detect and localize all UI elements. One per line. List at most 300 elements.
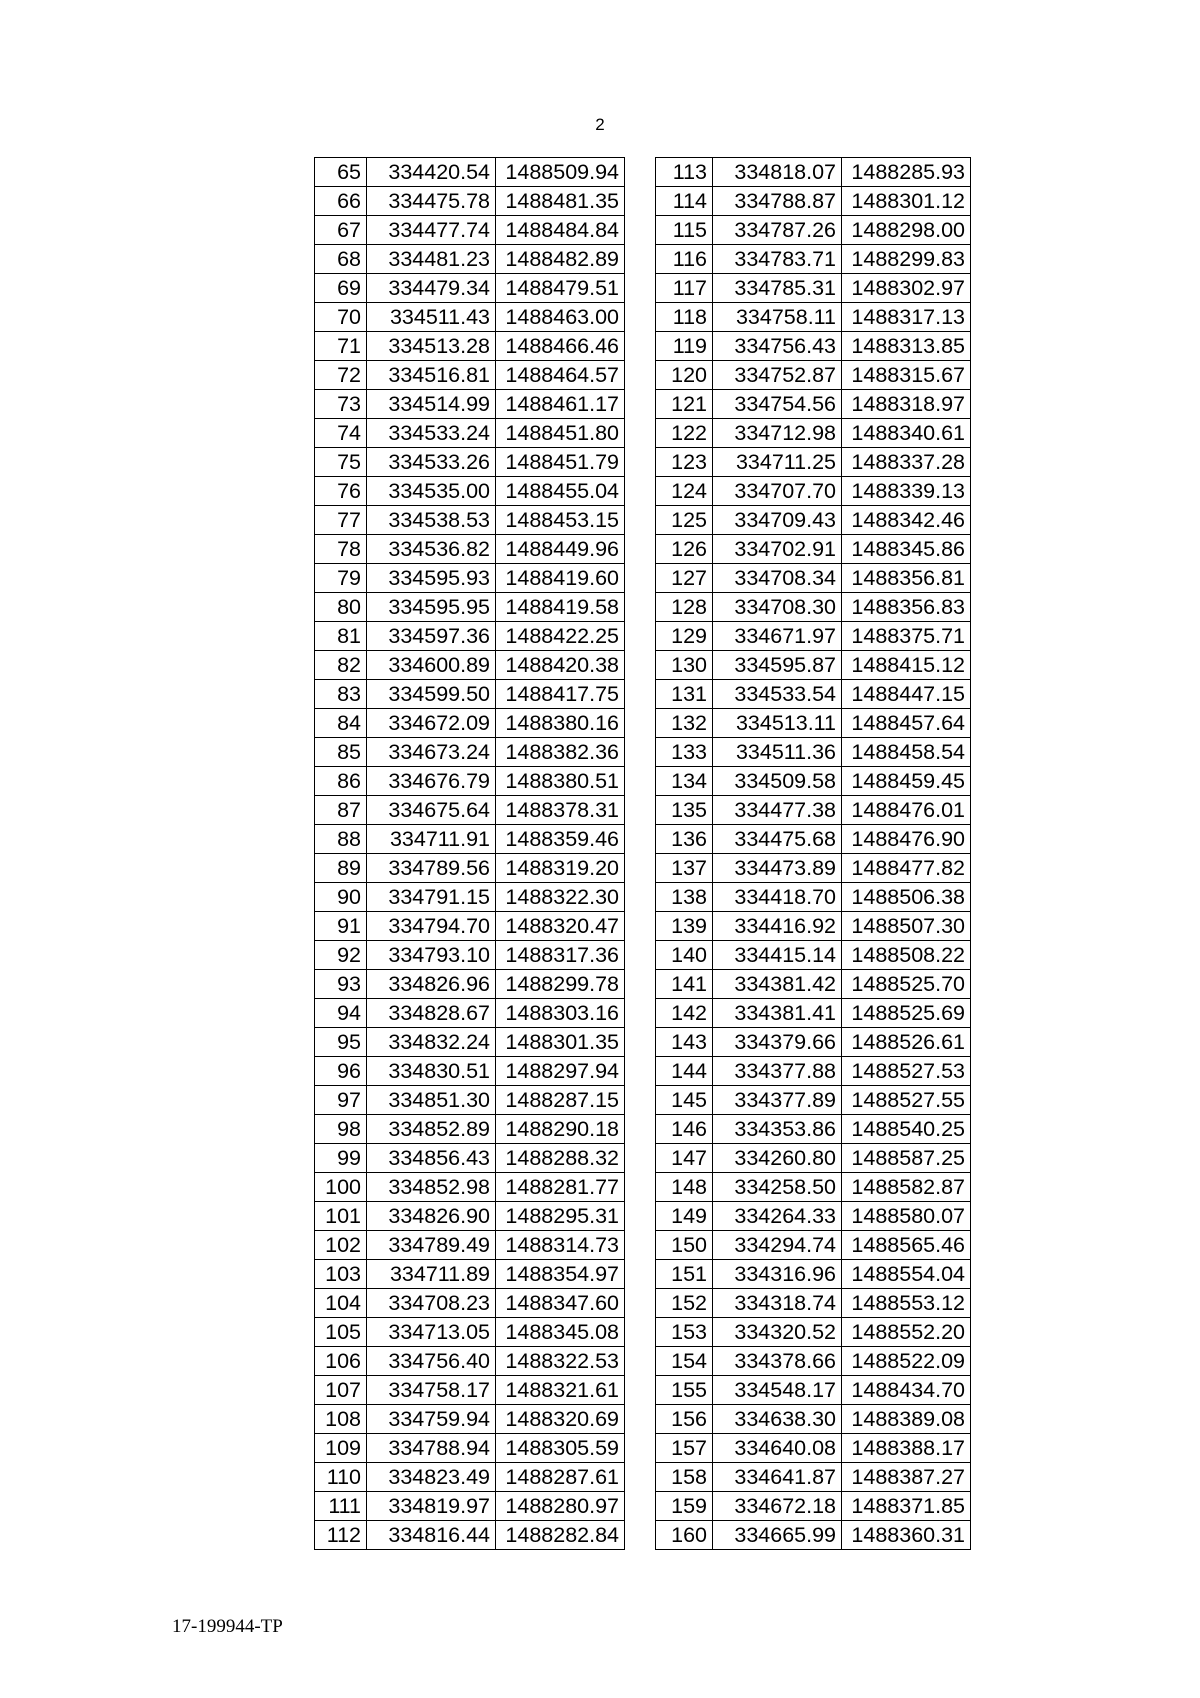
x-coordinate-cell: 334595.87 — [713, 651, 842, 680]
point-number-cell: 113 — [656, 158, 713, 187]
x-coordinate-cell: 334378.66 — [713, 1347, 842, 1376]
x-coordinate-cell: 334597.36 — [367, 622, 496, 651]
table-row — [315, 854, 625, 883]
point-number-cell: 74 — [315, 419, 367, 448]
y-coordinate-cell: 1488461.17 — [496, 390, 625, 419]
y-coordinate-cell: 1488479.51 — [496, 274, 625, 303]
table-row — [656, 651, 971, 680]
point-number-cell: 79 — [315, 564, 367, 593]
y-coordinate-cell: 1488282.84 — [496, 1521, 625, 1550]
x-coordinate-cell: 334477.38 — [713, 796, 842, 825]
y-coordinate-cell: 1488508.22 — [842, 941, 971, 970]
x-coordinate-cell: 334758.17 — [367, 1376, 496, 1405]
x-coordinate-cell: 334533.24 — [367, 419, 496, 448]
table-row — [656, 796, 971, 825]
point-number-cell: 158 — [656, 1463, 713, 1492]
y-coordinate-cell: 1488371.85 — [842, 1492, 971, 1521]
table-row — [656, 477, 971, 506]
table-row — [656, 332, 971, 361]
x-coordinate-cell: 334353.86 — [713, 1115, 842, 1144]
page-number: 2 — [595, 115, 605, 134]
x-coordinate-cell: 334665.99 — [713, 1521, 842, 1550]
table-row — [315, 361, 625, 390]
y-coordinate-cell: 1488554.04 — [842, 1260, 971, 1289]
y-coordinate-cell: 1488451.80 — [496, 419, 625, 448]
point-number-cell: 134 — [656, 767, 713, 796]
y-coordinate-cell: 1488287.15 — [496, 1086, 625, 1115]
table-row — [656, 941, 971, 970]
y-coordinate-cell: 1488297.94 — [496, 1057, 625, 1086]
y-coordinate-cell: 1488580.07 — [842, 1202, 971, 1231]
table-row — [315, 535, 625, 564]
table-row — [656, 390, 971, 419]
y-coordinate-cell: 1488317.13 — [842, 303, 971, 332]
point-number-cell: 137 — [656, 854, 713, 883]
x-coordinate-cell: 334316.96 — [713, 1260, 842, 1289]
table-row — [656, 448, 971, 477]
point-number-cell: 94 — [315, 999, 367, 1028]
x-coordinate-cell: 334536.82 — [367, 535, 496, 564]
x-coordinate-cell: 334379.66 — [713, 1028, 842, 1057]
table-row — [656, 999, 971, 1028]
x-coordinate-cell: 334381.41 — [713, 999, 842, 1028]
point-number-cell: 83 — [315, 680, 367, 709]
table-row — [315, 419, 625, 448]
point-number-cell: 88 — [315, 825, 367, 854]
x-coordinate-cell: 334638.30 — [713, 1405, 842, 1434]
y-coordinate-cell: 1488314.73 — [496, 1231, 625, 1260]
y-coordinate-cell: 1488356.81 — [842, 564, 971, 593]
point-number-cell: 66 — [315, 187, 367, 216]
x-coordinate-cell: 334711.89 — [367, 1260, 496, 1289]
table-row — [315, 1115, 625, 1144]
point-number-cell: 148 — [656, 1173, 713, 1202]
table-row — [315, 245, 625, 274]
x-coordinate-cell: 334789.56 — [367, 854, 496, 883]
x-coordinate-cell: 334785.31 — [713, 274, 842, 303]
y-coordinate-cell: 1488449.96 — [496, 535, 625, 564]
point-number-cell: 112 — [315, 1521, 367, 1550]
y-coordinate-cell: 1488476.90 — [842, 825, 971, 854]
point-number-cell: 85 — [315, 738, 367, 767]
x-coordinate-cell: 334818.07 — [713, 158, 842, 187]
table-row — [656, 303, 971, 332]
y-coordinate-cell: 1488313.85 — [842, 332, 971, 361]
table-row — [656, 854, 971, 883]
y-coordinate-cell: 1488525.69 — [842, 999, 971, 1028]
point-number-cell: 120 — [656, 361, 713, 390]
y-coordinate-cell: 1488322.53 — [496, 1347, 625, 1376]
table-row — [656, 506, 971, 535]
x-coordinate-cell: 334856.43 — [367, 1144, 496, 1173]
x-coordinate-cell: 334415.14 — [713, 941, 842, 970]
y-coordinate-cell: 1488526.61 — [842, 1028, 971, 1057]
table-row — [315, 1231, 625, 1260]
x-coordinate-cell: 334595.93 — [367, 564, 496, 593]
point-number-cell: 125 — [656, 506, 713, 535]
x-coordinate-cell: 334671.97 — [713, 622, 842, 651]
x-coordinate-cell: 334707.70 — [713, 477, 842, 506]
table-row — [656, 1347, 971, 1376]
x-coordinate-cell: 334377.89 — [713, 1086, 842, 1115]
y-coordinate-cell: 1488322.30 — [496, 883, 625, 912]
point-number-cell: 108 — [315, 1405, 367, 1434]
y-coordinate-cell: 1488280.97 — [496, 1492, 625, 1521]
table-row — [315, 1405, 625, 1434]
table-row — [656, 1492, 971, 1521]
point-number-cell: 122 — [656, 419, 713, 448]
x-coordinate-cell: 334535.00 — [367, 477, 496, 506]
table-row — [315, 1086, 625, 1115]
table-row — [315, 1492, 625, 1521]
y-coordinate-cell: 1488388.17 — [842, 1434, 971, 1463]
point-number-cell: 119 — [656, 332, 713, 361]
x-coordinate-cell: 334416.92 — [713, 912, 842, 941]
y-coordinate-cell: 1488540.25 — [842, 1115, 971, 1144]
table-row — [656, 709, 971, 738]
table-row — [656, 1376, 971, 1405]
table-row — [315, 1173, 625, 1202]
point-number-cell: 97 — [315, 1086, 367, 1115]
point-number-cell: 111 — [315, 1492, 367, 1521]
x-coordinate-cell: 334473.89 — [713, 854, 842, 883]
y-coordinate-cell: 1488305.59 — [496, 1434, 625, 1463]
coordinates-table-right — [655, 157, 971, 1550]
x-coordinate-cell: 334475.78 — [367, 187, 496, 216]
x-coordinate-cell: 334708.34 — [713, 564, 842, 593]
x-coordinate-cell: 334509.58 — [713, 767, 842, 796]
table-row — [315, 912, 625, 941]
point-number-cell: 115 — [656, 216, 713, 245]
x-coordinate-cell: 334708.30 — [713, 593, 842, 622]
table-row — [315, 332, 625, 361]
y-coordinate-cell: 1488525.70 — [842, 970, 971, 999]
point-number-cell: 109 — [315, 1434, 367, 1463]
x-coordinate-cell: 334702.91 — [713, 535, 842, 564]
point-number-cell: 144 — [656, 1057, 713, 1086]
x-coordinate-cell: 334823.49 — [367, 1463, 496, 1492]
y-coordinate-cell: 1488455.04 — [496, 477, 625, 506]
table-row — [656, 535, 971, 564]
x-coordinate-cell: 334708.23 — [367, 1289, 496, 1318]
table-row — [315, 158, 625, 187]
point-number-cell: 143 — [656, 1028, 713, 1057]
y-coordinate-cell: 1488315.67 — [842, 361, 971, 390]
table-row — [656, 622, 971, 651]
x-coordinate-cell: 334533.54 — [713, 680, 842, 709]
x-coordinate-cell: 334788.94 — [367, 1434, 496, 1463]
y-coordinate-cell: 1488389.08 — [842, 1405, 971, 1434]
table-row — [315, 303, 625, 332]
x-coordinate-cell: 334294.74 — [713, 1231, 842, 1260]
y-coordinate-cell: 1488417.75 — [496, 680, 625, 709]
point-number-cell: 100 — [315, 1173, 367, 1202]
y-coordinate-cell: 1488451.79 — [496, 448, 625, 477]
point-number-cell: 75 — [315, 448, 367, 477]
point-number-cell: 96 — [315, 1057, 367, 1086]
point-number-cell: 135 — [656, 796, 713, 825]
y-coordinate-cell: 1488380.16 — [496, 709, 625, 738]
table-row — [315, 1260, 625, 1289]
table-row — [315, 1463, 625, 1492]
y-coordinate-cell: 1488509.94 — [496, 158, 625, 187]
x-coordinate-cell: 334758.11 — [713, 303, 842, 332]
table-row — [656, 361, 971, 390]
y-coordinate-cell: 1488382.36 — [496, 738, 625, 767]
y-coordinate-cell: 1488482.89 — [496, 245, 625, 274]
x-coordinate-cell: 334420.54 — [367, 158, 496, 187]
y-coordinate-cell: 1488285.93 — [842, 158, 971, 187]
y-coordinate-cell: 1488422.25 — [496, 622, 625, 651]
table-row — [315, 1028, 625, 1057]
point-number-cell: 133 — [656, 738, 713, 767]
y-coordinate-cell: 1488321.61 — [496, 1376, 625, 1405]
x-coordinate-cell: 334788.87 — [713, 187, 842, 216]
x-coordinate-cell: 334264.33 — [713, 1202, 842, 1231]
coordinates-table-left — [314, 157, 625, 1550]
point-number-cell: 73 — [315, 390, 367, 419]
point-number-cell: 107 — [315, 1376, 367, 1405]
point-number-cell: 124 — [656, 477, 713, 506]
point-number-cell: 69 — [315, 274, 367, 303]
x-coordinate-cell: 334787.26 — [713, 216, 842, 245]
y-coordinate-cell: 1488420.38 — [496, 651, 625, 680]
table-row — [656, 1144, 971, 1173]
table-row — [315, 999, 625, 1028]
point-number-cell: 78 — [315, 535, 367, 564]
point-number-cell: 155 — [656, 1376, 713, 1405]
x-coordinate-cell: 334783.71 — [713, 245, 842, 274]
point-number-cell: 147 — [656, 1144, 713, 1173]
y-coordinate-cell: 1488301.12 — [842, 187, 971, 216]
y-coordinate-cell: 1488447.15 — [842, 680, 971, 709]
point-number-cell: 116 — [656, 245, 713, 274]
point-number-cell: 90 — [315, 883, 367, 912]
x-coordinate-cell: 334377.88 — [713, 1057, 842, 1086]
x-coordinate-cell: 334477.74 — [367, 216, 496, 245]
x-coordinate-cell: 334533.26 — [367, 448, 496, 477]
y-coordinate-cell: 1488419.60 — [496, 564, 625, 593]
point-number-cell: 123 — [656, 448, 713, 477]
y-coordinate-cell: 1488565.46 — [842, 1231, 971, 1260]
point-number-cell: 104 — [315, 1289, 367, 1318]
point-number-cell: 67 — [315, 216, 367, 245]
x-coordinate-cell: 334418.70 — [713, 883, 842, 912]
table-row — [315, 477, 625, 506]
table-row — [656, 883, 971, 912]
table-row — [315, 1318, 625, 1347]
point-number-cell: 101 — [315, 1202, 367, 1231]
x-coordinate-cell: 334641.87 — [713, 1463, 842, 1492]
x-coordinate-cell: 334600.89 — [367, 651, 496, 680]
table-row — [315, 274, 625, 303]
y-coordinate-cell: 1488484.84 — [496, 216, 625, 245]
table-row — [656, 419, 971, 448]
y-coordinate-cell: 1488299.83 — [842, 245, 971, 274]
point-number-cell: 72 — [315, 361, 367, 390]
table-row — [315, 593, 625, 622]
y-coordinate-cell: 1488290.18 — [496, 1115, 625, 1144]
y-coordinate-cell: 1488387.27 — [842, 1463, 971, 1492]
point-number-cell: 129 — [656, 622, 713, 651]
point-number-cell: 126 — [656, 535, 713, 564]
point-number-cell: 121 — [656, 390, 713, 419]
table-row — [656, 274, 971, 303]
point-number-cell: 138 — [656, 883, 713, 912]
table-row — [315, 738, 625, 767]
point-number-cell: 140 — [656, 941, 713, 970]
x-coordinate-cell: 334595.95 — [367, 593, 496, 622]
point-number-cell: 105 — [315, 1318, 367, 1347]
table-row — [656, 680, 971, 709]
table-row — [315, 1144, 625, 1173]
table-row — [315, 651, 625, 680]
table-row — [656, 1057, 971, 1086]
point-number-cell: 89 — [315, 854, 367, 883]
table-row — [315, 390, 625, 419]
table-row — [315, 941, 625, 970]
table-row — [656, 1115, 971, 1144]
y-coordinate-cell: 1488298.00 — [842, 216, 971, 245]
x-coordinate-cell: 334793.10 — [367, 941, 496, 970]
point-number-cell: 102 — [315, 1231, 367, 1260]
x-coordinate-cell: 334819.97 — [367, 1492, 496, 1521]
x-coordinate-cell: 334832.24 — [367, 1028, 496, 1057]
x-coordinate-cell: 334828.67 — [367, 999, 496, 1028]
point-number-cell: 145 — [656, 1086, 713, 1115]
x-coordinate-cell: 334318.74 — [713, 1289, 842, 1318]
x-coordinate-cell: 334513.28 — [367, 332, 496, 361]
point-number-cell: 141 — [656, 970, 713, 999]
x-coordinate-cell: 334548.17 — [713, 1376, 842, 1405]
y-coordinate-cell: 1488299.78 — [496, 970, 625, 999]
point-number-cell: 71 — [315, 332, 367, 361]
point-number-cell: 70 — [315, 303, 367, 332]
y-coordinate-cell: 1488340.61 — [842, 419, 971, 448]
y-coordinate-cell: 1488464.57 — [496, 361, 625, 390]
table-row — [315, 564, 625, 593]
y-coordinate-cell: 1488345.08 — [496, 1318, 625, 1347]
table-row — [315, 1521, 625, 1550]
table-row — [315, 767, 625, 796]
y-coordinate-cell: 1488453.15 — [496, 506, 625, 535]
table-row — [656, 825, 971, 854]
x-coordinate-cell: 334673.24 — [367, 738, 496, 767]
x-coordinate-cell: 334754.56 — [713, 390, 842, 419]
y-coordinate-cell: 1488318.97 — [842, 390, 971, 419]
point-number-cell: 153 — [656, 1318, 713, 1347]
table-row — [315, 883, 625, 912]
y-coordinate-cell: 1488380.51 — [496, 767, 625, 796]
point-number-cell: 151 — [656, 1260, 713, 1289]
table-row — [656, 1463, 971, 1492]
point-number-cell: 82 — [315, 651, 367, 680]
x-coordinate-cell: 334756.43 — [713, 332, 842, 361]
table-row — [315, 1434, 625, 1463]
point-number-cell: 77 — [315, 506, 367, 535]
point-number-cell: 76 — [315, 477, 367, 506]
y-coordinate-cell: 1488466.46 — [496, 332, 625, 361]
point-number-cell: 117 — [656, 274, 713, 303]
y-coordinate-cell: 1488587.25 — [842, 1144, 971, 1173]
point-number-cell: 160 — [656, 1521, 713, 1550]
table-row — [315, 1202, 625, 1231]
x-coordinate-cell: 334481.23 — [367, 245, 496, 274]
y-coordinate-cell: 1488522.09 — [842, 1347, 971, 1376]
y-coordinate-cell: 1488378.31 — [496, 796, 625, 825]
y-coordinate-cell: 1488476.01 — [842, 796, 971, 825]
table-row — [315, 796, 625, 825]
table-row — [315, 506, 625, 535]
x-coordinate-cell: 334756.40 — [367, 1347, 496, 1376]
y-coordinate-cell: 1488527.55 — [842, 1086, 971, 1115]
y-coordinate-cell: 1488459.45 — [842, 767, 971, 796]
x-coordinate-cell: 334672.18 — [713, 1492, 842, 1521]
y-coordinate-cell: 1488360.31 — [842, 1521, 971, 1550]
x-coordinate-cell: 334851.30 — [367, 1086, 496, 1115]
table-row — [656, 564, 971, 593]
x-coordinate-cell: 334511.43 — [367, 303, 496, 332]
x-coordinate-cell: 334599.50 — [367, 680, 496, 709]
x-coordinate-cell: 334816.44 — [367, 1521, 496, 1550]
point-number-cell: 136 — [656, 825, 713, 854]
x-coordinate-cell: 334672.09 — [367, 709, 496, 738]
y-coordinate-cell: 1488320.69 — [496, 1405, 625, 1434]
table-row — [656, 216, 971, 245]
table-row — [656, 1231, 971, 1260]
y-coordinate-cell: 1488288.32 — [496, 1144, 625, 1173]
point-number-cell: 106 — [315, 1347, 367, 1376]
y-coordinate-cell: 1488303.16 — [496, 999, 625, 1028]
y-coordinate-cell: 1488317.36 — [496, 941, 625, 970]
x-coordinate-cell: 334640.08 — [713, 1434, 842, 1463]
table-row — [656, 1521, 971, 1550]
table-row — [656, 738, 971, 767]
table-row — [656, 1318, 971, 1347]
point-number-cell: 98 — [315, 1115, 367, 1144]
table-row — [656, 593, 971, 622]
point-number-cell: 92 — [315, 941, 367, 970]
y-coordinate-cell: 1488582.87 — [842, 1173, 971, 1202]
table-row — [656, 1289, 971, 1318]
point-number-cell: 80 — [315, 593, 367, 622]
y-coordinate-cell: 1488434.70 — [842, 1376, 971, 1405]
table-row — [315, 622, 625, 651]
table-row — [315, 1057, 625, 1086]
y-coordinate-cell: 1488463.00 — [496, 303, 625, 332]
table-row — [656, 1434, 971, 1463]
table-row — [315, 709, 625, 738]
table-row — [656, 1173, 971, 1202]
point-number-cell: 130 — [656, 651, 713, 680]
x-coordinate-cell: 334479.34 — [367, 274, 496, 303]
y-coordinate-cell: 1488506.38 — [842, 883, 971, 912]
point-number-cell: 149 — [656, 1202, 713, 1231]
table-row — [315, 1347, 625, 1376]
point-number-cell: 132 — [656, 709, 713, 738]
x-coordinate-cell: 334852.98 — [367, 1173, 496, 1202]
y-coordinate-cell: 1488375.71 — [842, 622, 971, 651]
y-coordinate-cell: 1488419.58 — [496, 593, 625, 622]
point-number-cell: 142 — [656, 999, 713, 1028]
point-number-cell: 128 — [656, 593, 713, 622]
y-coordinate-cell: 1488301.35 — [496, 1028, 625, 1057]
point-number-cell: 152 — [656, 1289, 713, 1318]
point-number-cell: 146 — [656, 1115, 713, 1144]
y-coordinate-cell: 1488553.12 — [842, 1289, 971, 1318]
y-coordinate-cell: 1488356.83 — [842, 593, 971, 622]
x-coordinate-cell: 334260.80 — [713, 1144, 842, 1173]
